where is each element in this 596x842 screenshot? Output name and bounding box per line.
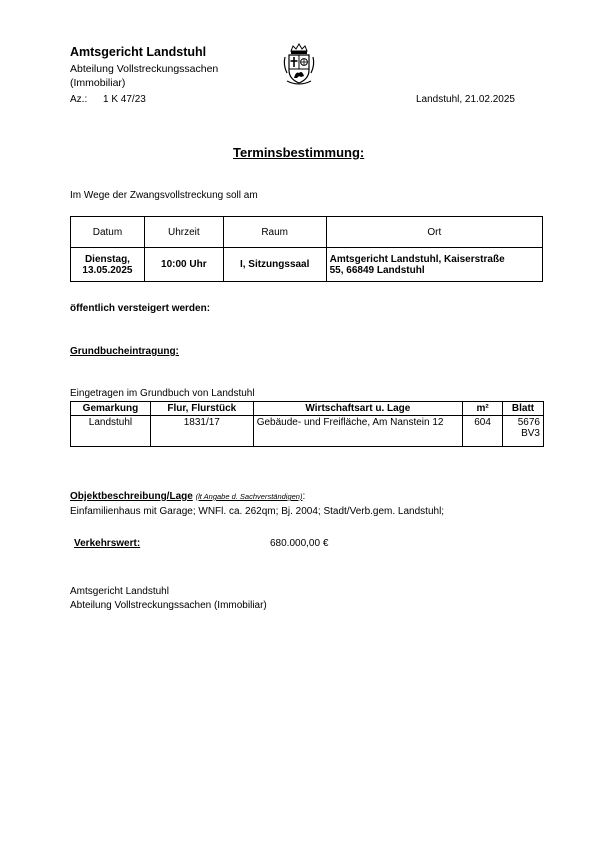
object-description-text: Einfamilienhaus mit Garage; WNFl. ca. 262qm; Bj. 2004; Stadt/Verb.gem. Landstuhl; (70, 506, 445, 517)
column-header: Gemarkung (71, 402, 151, 416)
footer-department: Abteilung Vollstreckungssachen (Immobiliar) (70, 600, 267, 611)
gemarkung-cell: Landstuhl (71, 416, 151, 447)
appointment-place-line-2: 55, 66849 Landstuhl (329, 264, 425, 276)
object-description-title: Objektbeschreibung/Lage (70, 491, 193, 502)
appointment-place (326, 248, 542, 282)
blatt-cell (503, 416, 544, 447)
department-line-2: (Immobiliar) (70, 77, 126, 89)
appointment-weekday: Dienstag, (84, 253, 130, 265)
column-header: Ort (326, 217, 542, 248)
appointment-table (70, 216, 543, 282)
table-row (71, 416, 544, 447)
column-header: Datum (71, 217, 145, 248)
column-header: Wirtschaftsart u. Lage (253, 402, 462, 416)
land-register-table (70, 401, 544, 447)
appointment-place-line-1: Amtsgericht Landstuhl, Kaiserstraße (329, 253, 505, 265)
column-header: Blatt (503, 402, 544, 416)
appointment-room: I, Sitzungssaal (223, 248, 326, 282)
market-value-label: Verkehrswert: (74, 538, 141, 549)
area-cell: 604 (463, 416, 503, 447)
court-name: Amtsgericht Landstuhl (70, 45, 207, 59)
blatt-bv: BV3 (521, 428, 540, 439)
appointment-date (71, 248, 145, 282)
department-line-1: Abteilung Vollstreckungssachen (70, 63, 219, 75)
wirtschaftsart-cell: Gebäude- und Freifläche, Am Nanstein 12 (253, 416, 462, 447)
case-number: 1 K 47/23 (103, 94, 146, 105)
column-header: Uhrzeit (144, 217, 223, 248)
object-description-heading (70, 491, 305, 502)
appointment-date-value: 13.05.2025 (82, 264, 133, 276)
land-register-heading: Grundbucheintragung: (70, 346, 179, 357)
column-header: Flur, Flurstück (150, 402, 253, 416)
flurstueck-cell: 1831/17 (150, 416, 253, 447)
case-number-label: Az.: (70, 94, 88, 105)
intro-text: Im Wege der Zwangsvollstreckung soll am (70, 190, 258, 201)
auction-statement: öffentlich versteigert werden: (70, 303, 211, 314)
coat-of-arms-icon (281, 43, 317, 85)
column-header: m² (463, 402, 503, 416)
table-header-row (71, 217, 543, 248)
object-description-note: (lt Angabe d. Sachverständigen) (195, 492, 303, 501)
place-date: Landstuhl, 21.02.2025 (416, 94, 515, 105)
land-register-intro: Eingetragen im Grundbuch von Landstuhl (70, 388, 255, 399)
market-value: 680.000,00 € (270, 538, 329, 549)
table-header-row (71, 402, 544, 416)
blatt-number: 5676 (517, 417, 540, 428)
document-title: Terminsbestimmung: (233, 145, 365, 160)
appointment-time: 10:00 Uhr (144, 248, 223, 282)
footer-court-name: Amtsgericht Landstuhl (70, 586, 169, 597)
object-description-colon: : (302, 491, 306, 502)
column-header: Raum (223, 217, 326, 248)
table-row (71, 248, 543, 282)
